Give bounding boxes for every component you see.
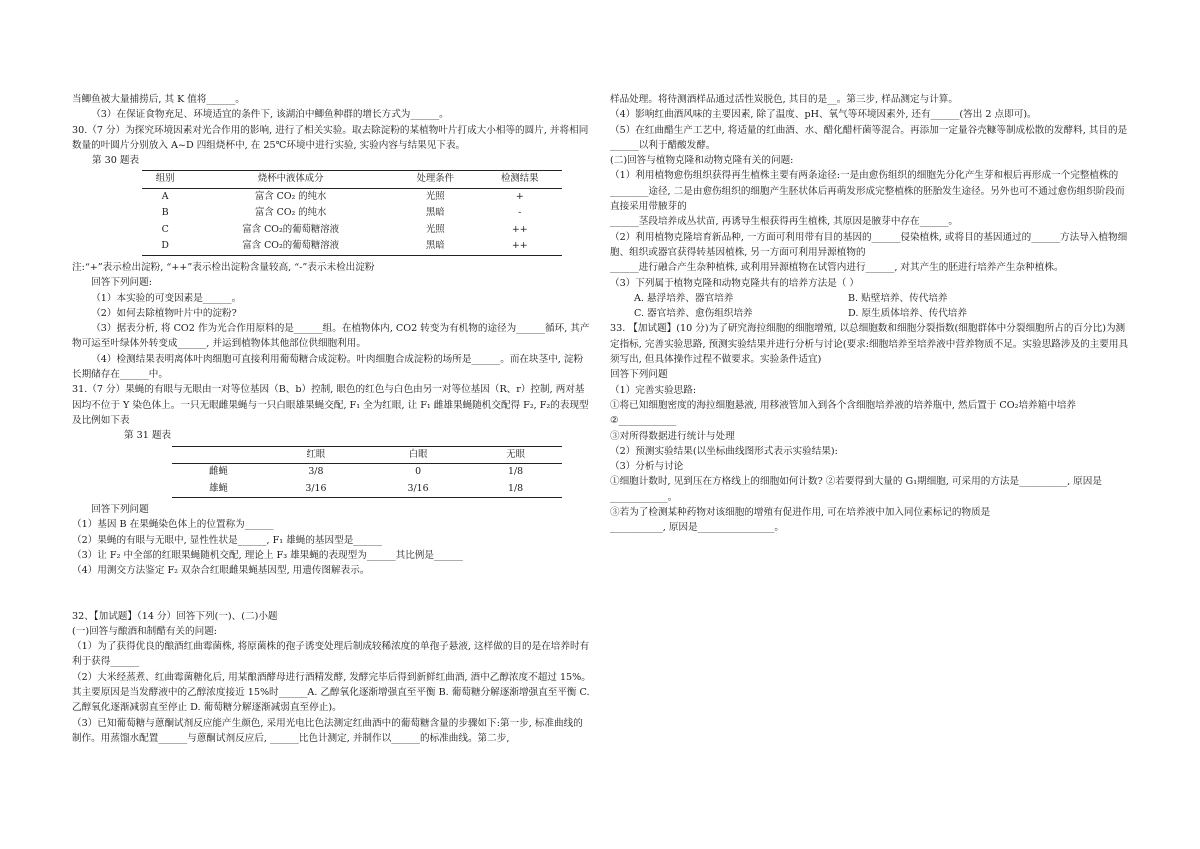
question-item: （5）在红曲醋生产工艺中, 将适量的红曲酒、水、醋化醋杆菌等混合。再添加一定量谷壳糠等制成松散的发酵料, 其目的是______以利于醋酸发酵。 [610, 124, 1128, 151]
answer-prompt: 回答下列问题 [610, 369, 668, 381]
question-item: ③对所得数据进行统计与处理 [610, 430, 735, 442]
table-cell: A [161, 190, 169, 202]
table-cell: 黑暗 [425, 207, 445, 219]
question-item: （2）如何去除植物叶片中的淀粉? [91, 307, 237, 319]
table-cell: 3/16 [367, 481, 469, 498]
table-cell: 光照 [425, 223, 445, 235]
table-31 [172, 446, 562, 499]
table-header: 烧杯中液体成分 [188, 171, 393, 189]
table-31-caption: 第 31 题表 [124, 430, 172, 442]
question-31-intro: 31.（7 分）果蝇的有眼与无眼由一对等位基因（B、b）控制, 眼色的红色与白色由另一对等位基因（R、r）控制, 两对基因均不位于 Y 染色体上。一只无眼雌果蝇与一只白眼雄果蝇交配, F₁ 全为红眼, 让 F₁ 雌雄果蝇随机交配得 F₂, F₂的表现型及比例如下表 [72, 384, 589, 426]
question-item: （2）果蝇的有眼与无眼中, 显性性状是______, F₁ 雄蝇的基因型是______ [72, 534, 383, 546]
answer-prompt: 回答下列问题: [91, 277, 152, 289]
table-cell: 光照 [425, 190, 445, 202]
question-item: （4）影响红曲酒风味的主要因素, 除了温度、pH、氧气等环境因素外, 还有______(答出 2 点即可)。 [610, 109, 1037, 121]
table-cell: 富含 CO₂的葡萄糖溶液 [188, 238, 393, 255]
left-column [72, 92, 592, 746]
table-header: 无眼 [469, 446, 562, 464]
question-item: ___________, 原因是________________。 [610, 522, 784, 534]
question-item: （3）据表分析, 将 CO2 作为光合作用原料的是______组。在植物体内, CO2 转变为有机物的途径为______循环, 其产物可运至叶绿体外转变成______, 并运到植物体其他部位供细胞利用。 [72, 323, 590, 350]
table-cell: D [142, 238, 188, 255]
table-cell: 雌蝇 [209, 466, 228, 478]
question-item: （3）分析与讨论 [610, 461, 684, 473]
question-32-intro: 32、【加试题】（14 分）回答下列(一)、(二)小题 [72, 610, 278, 622]
table-header: 白眼 [367, 446, 469, 464]
question-item: （3）下列属于植物克隆和动物克隆共有的培养方法是（ ） [610, 277, 859, 289]
section-title: (一)回答与酿酒和制醋有关的问题: [72, 625, 218, 637]
question-item: ③若为了检测某种药物对该细胞的增殖有促进作用, 可在培养液中加入同位素标记的物质是 [610, 507, 991, 519]
table-row [142, 222, 562, 239]
table-cell: + [515, 190, 524, 202]
table-cell: 富含 CO₂ 的纯水 [254, 190, 327, 202]
table-header: 处理条件 [393, 171, 477, 189]
question-item: ①细胞计数时, 见到压在方格线上的细胞如何计数? ②若要得到大量的 G₁期细胞, 可采用的方法是__________, 原因是____________。 [610, 476, 1102, 503]
answer-prompt: 回答下列问题 [91, 504, 149, 516]
options-row [610, 306, 1132, 321]
option-b: B. 贴壁培养、传代培养 [848, 292, 948, 304]
question-item: （1）本实验的可变因素是______。 [91, 292, 242, 304]
section-title: (二)回答与植物克隆和动物克隆有关的问题: [610, 155, 794, 167]
table-30-caption: 第 30 题表 [92, 155, 140, 167]
table-cell: 富含 CO₂的葡萄糖溶液 [242, 223, 339, 235]
table-cell: 1/8 [508, 466, 524, 478]
table-row [142, 188, 562, 205]
table-row [142, 238, 562, 255]
table-cell: 1/8 [469, 481, 562, 498]
table-cell: 黑暗 [393, 238, 477, 255]
question-33-intro: 33. 【加试题】(10 分)为了研究海拉细胞的细胞增殖, 以总细胞数和细胞分裂指数(细胞群体中分裂细胞所占的百分比)为测定指标, 完善实验思路, 预测实验结果并进行分析与讨论(要求:细胞培养至培养液中营养物质不足。实验思路涉及的主要用具须写出, 但具体操作过程不做要求。实验条件适宜) [610, 323, 1129, 366]
question-item: （1）利用植物愈伤组织获得再生植株主要有两条途径:一是由愈伤组织的细胞先分化产生芽和根后再形成一个完整植株的________途径, 二是由愈伤组织的细胞产生胚状体后再萌发形成完整植株的胚胎发生途径。另外也可不通过愈伤组织阶段而直接采用带腋芽的 [610, 170, 1125, 213]
option-d: D. 原生质体培养、传代培养 [848, 308, 967, 320]
question-item: （2）大米经蒸煮、红曲霉菌糖化后, 用某酿酒酵母进行酒精发酵, 发酵完毕后得到新鲜红曲酒, 酒中乙醇浓度不超过 15%。其主要原因是当发酵液中的乙醇浓度接近 15%时______A. 乙醇氧化逐渐增强直至平衡 B. 葡萄糖分解逐渐增强直至平衡 C. 乙醇氧化逐渐减弱直至停止 D. 葡萄糖分解逐渐减弱直至停止)。 [72, 671, 591, 714]
question-item: ①将已知细胞密度的海拉细胞悬液, 用移液管加入到各个含细胞培养液的培养瓶中, 然后置于 CO₂培养箱中培养 [610, 399, 1077, 411]
text-line: 当鲫鱼被大量捕捞后, 其 K 值将______。 [72, 94, 245, 105]
question-item: （3）让 F₂ 中全部的红眼果蝇随机交配, 理论上 F₃ 雄果蝇的表现型为______其比例是______ [72, 549, 463, 561]
spacer [72, 579, 592, 609]
table-cell: 0 [415, 466, 422, 478]
question-item: （4）用测交方法鉴定 F₂ 双杂合红眼雌果蝇基因型, 用遗传图解表示。 [72, 565, 370, 577]
question-item: （3）已知葡萄糖与蒽酮试剂反应能产生颜色, 采用光电比色法测定红曲酒中的葡萄糖含量的步骤如下:第一步, 标准曲线的制作。用蒸馏水配置______与蒽酮试剂反应后, ______比色计测定, 并制作以______的标准曲线。第二步, [72, 717, 583, 744]
table-30-note: 注:“+”表示检出淀粉, “++”表示检出淀粉含量较高, “-”表示未检出淀粉 [72, 261, 375, 273]
right-column [610, 92, 1132, 536]
question-30-intro: 30.（7 分）为探究环境因素对光合作用的影响, 进行了相关实验。取去除淀粉的某植物叶片打成大小相等的圆片, 并将相同数量的叶圆片分别放入 A~D 四组烧杯中, 在 25℃环境中进行实验, 实验内容与结果见下表。 [72, 124, 589, 151]
table-cell: ++ [478, 238, 563, 255]
question-item: （1）完善实验思路: [610, 384, 697, 396]
table-cell: 3/8 [308, 466, 324, 478]
question-item: （2）利用植物克隆培育新品种, 一方面可利用带有目的基因的______侵染植株, 或将目的基因通过的______方法导入植物细胞、组织或器官获得转基因植株, 另一方面可利用异源植物的 [610, 231, 1128, 258]
table-30 [142, 170, 562, 256]
table-cell: - [518, 207, 522, 219]
table-row [172, 481, 562, 498]
options-row [610, 291, 1132, 306]
table-header [172, 446, 265, 464]
question-item: ______茎段培养成丛状苗, 再诱导生根获得再生植株, 其原因是腋芽中存在______。 [610, 216, 958, 228]
table-header: 检测结果 [478, 171, 563, 189]
question-item: ______进行融合产生杂种植株, 或利用异源植物在试管内进行______, 对其产生的胚进行培养产生杂种植株。 [610, 262, 1064, 274]
question-item: （1）基因 B 在果蝇染色体上的位置称为______ [72, 519, 274, 531]
question-item: （1）为了获得优良的酿酒红曲霉菌株, 将原菌株的孢子诱变处理后制成较稀浓度的单孢子悬液, 这样做的目的是在培养时有利于获得______ [72, 641, 590, 668]
table-cell: 雄蝇 [172, 481, 265, 498]
table-row [142, 205, 562, 222]
table-cell: C [161, 223, 169, 235]
text-line: 样品处理。将待测酒样品通过活性炭脱色, 其目的是__。第三步, 样品测定与计算。 [610, 94, 958, 105]
text-line: （3）在保证食物充足、环境适宜的条件下, 该湖泊中鲫鱼种群的增长方式为______。 [91, 109, 449, 121]
table-row [172, 464, 562, 481]
table-cell: 富含 CO₂ 的纯水 [254, 207, 327, 219]
option-c: C. 器官培养、愈伤组织培养 [634, 308, 753, 320]
question-item: （4）检测结果表明离体叶肉细胞可直接利用葡萄糖合成淀粉。叶肉细胞合成淀粉的场所是______。而在块茎中, 淀粉长期储存在______中。 [72, 353, 584, 381]
table-cell: 3/16 [265, 481, 367, 498]
table-cell: B [161, 207, 169, 219]
table-header: 红眼 [265, 446, 367, 464]
question-item: ②____________ [610, 415, 677, 427]
table-header: 组别 [142, 171, 188, 189]
table-cell: ++ [511, 223, 528, 235]
question-item: （2）预测实验结果(以坐标曲线图形式表示实验结果): [610, 445, 838, 457]
option-a: A. 悬浮培养、器官培养 [634, 292, 734, 304]
